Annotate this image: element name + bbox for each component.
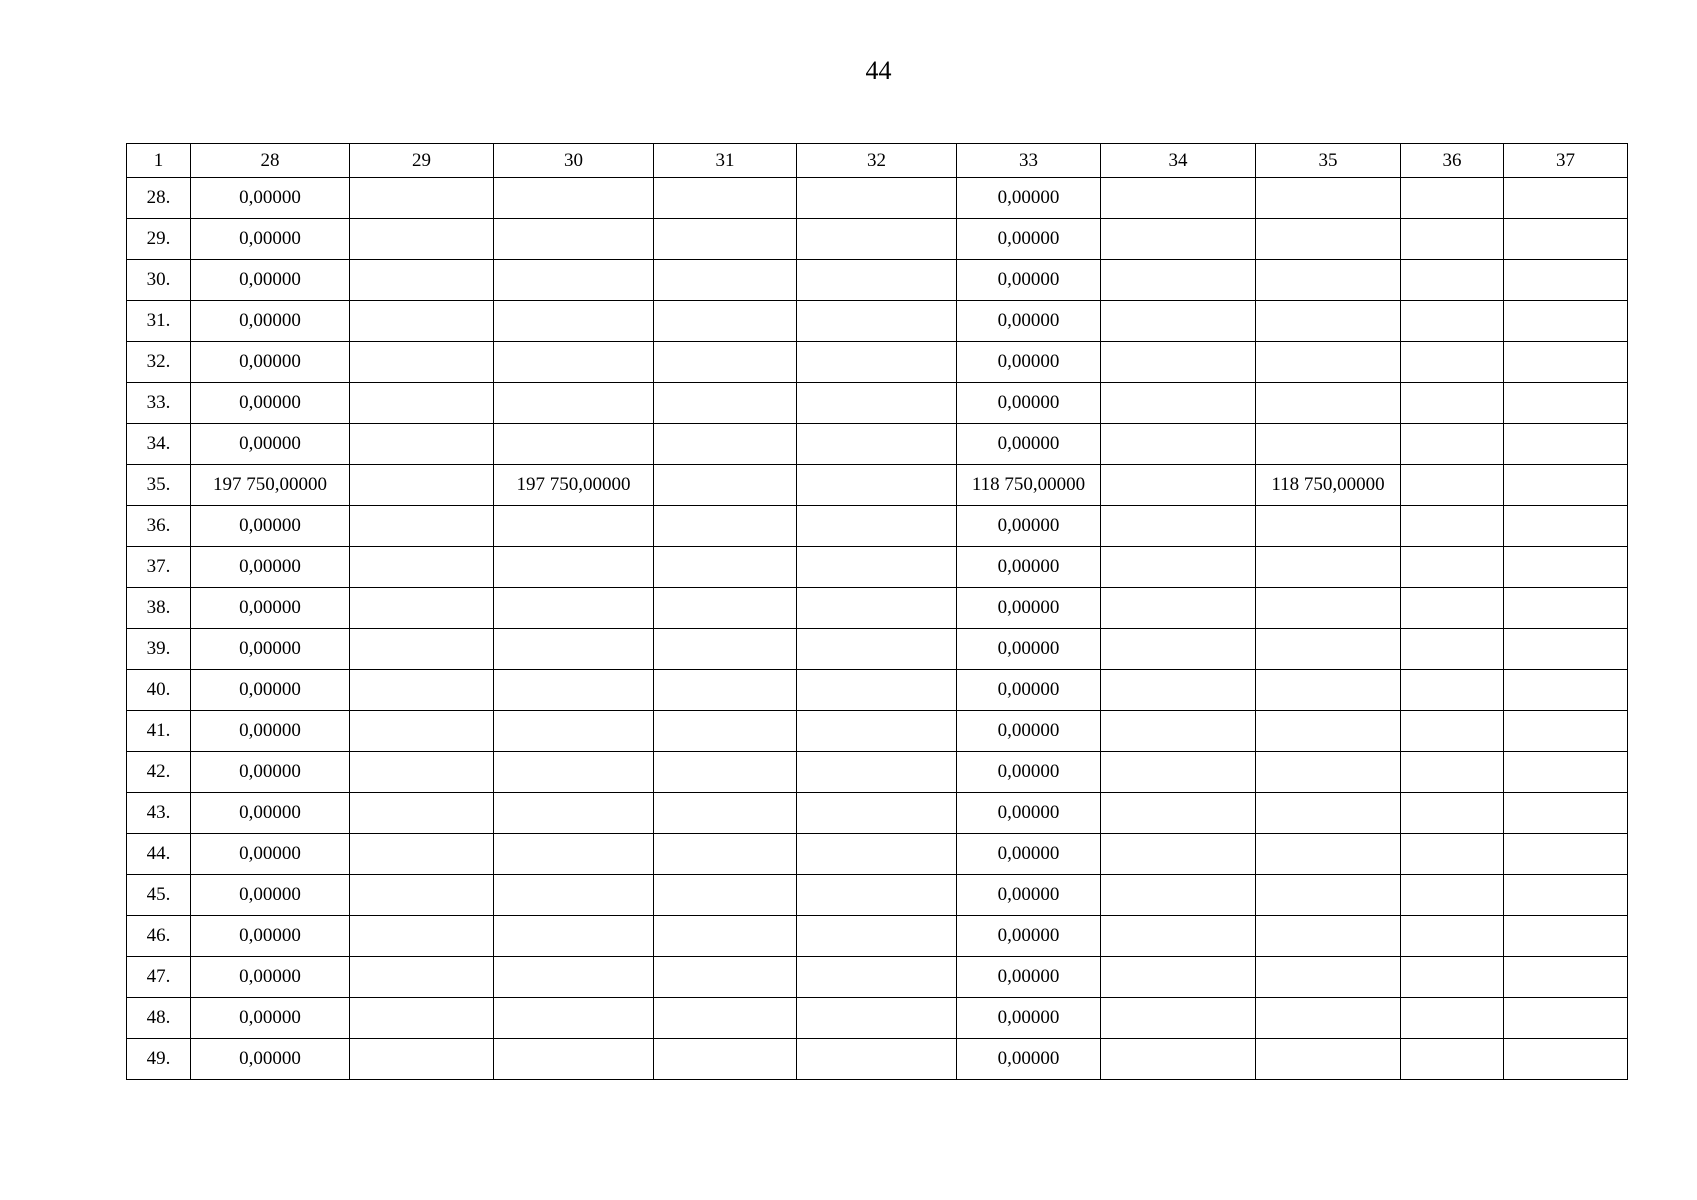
row-number-cell: 36. [127,506,191,547]
table-cell [350,178,494,219]
table-cell [1401,465,1504,506]
table-cell [494,260,654,301]
table-cell [350,875,494,916]
table-cell [1504,916,1628,957]
table-cell [350,752,494,793]
table-cell [1101,219,1256,260]
table-cell: 0,00000 [191,424,350,465]
table-cell [654,219,797,260]
table-cell [797,424,957,465]
table-cell [1504,465,1628,506]
table-cell [1256,1039,1401,1080]
table-row [127,670,1628,711]
table-cell: 0,00000 [191,1039,350,1080]
table-cell [654,383,797,424]
table-cell: 0,00000 [957,588,1101,629]
table-cell [494,588,654,629]
table-cell [1504,834,1628,875]
table-cell [1256,219,1401,260]
table-cell: 0,00000 [957,506,1101,547]
table-cell [350,957,494,998]
table-cell [797,178,957,219]
row-number-cell: 35. [127,465,191,506]
table-cell [1504,301,1628,342]
table-cell: 0,00000 [191,506,350,547]
column-header: 28 [191,144,350,178]
table-cell: 0,00000 [191,629,350,670]
table-cell [494,875,654,916]
table-cell [350,342,494,383]
table-cell [797,301,957,342]
table-cell [654,506,797,547]
table-cell [494,998,654,1039]
table-cell [350,547,494,588]
table-cell: 0,00000 [191,670,350,711]
table-cell [494,219,654,260]
table-cell [350,629,494,670]
table-cell [1401,957,1504,998]
table-cell [797,793,957,834]
table-cell [797,957,957,998]
table-cell [1101,465,1256,506]
row-number-cell: 30. [127,260,191,301]
table-cell [797,670,957,711]
table-cell [654,342,797,383]
column-header: 30 [494,144,654,178]
table-cell [1504,711,1628,752]
table-cell: 0,00000 [957,834,1101,875]
table-cell [1401,178,1504,219]
data-table [126,143,1628,1080]
table-cell [1504,629,1628,670]
table-cell [654,301,797,342]
row-number-cell: 48. [127,998,191,1039]
table-cell [1101,752,1256,793]
table-cell [350,219,494,260]
column-header: 31 [654,144,797,178]
column-header: 37 [1504,144,1628,178]
table-cell [350,1039,494,1080]
column-header: 36 [1401,144,1504,178]
table-cell [654,916,797,957]
table-cell [350,506,494,547]
table-row [127,506,1628,547]
table-cell [797,588,957,629]
table-cell: 0,00000 [191,793,350,834]
table-cell: 0,00000 [957,670,1101,711]
table-cell [797,506,957,547]
column-header: 32 [797,144,957,178]
table-cell [654,465,797,506]
table-cell [494,301,654,342]
row-number-cell: 33. [127,383,191,424]
table-cell: 0,00000 [191,957,350,998]
table-row [127,424,1628,465]
table-cell: 0,00000 [957,875,1101,916]
table-cell [654,588,797,629]
table-cell [494,506,654,547]
table-cell: 0,00000 [191,260,350,301]
table-cell: 0,00000 [957,629,1101,670]
table-body [127,144,1628,1080]
row-number-cell: 49. [127,1039,191,1080]
table-cell: 0,00000 [191,219,350,260]
row-number-cell: 38. [127,588,191,629]
table-cell [494,629,654,670]
table-cell [1256,178,1401,219]
table-cell: 0,00000 [191,875,350,916]
table-cell [797,998,957,1039]
table-cell [1401,793,1504,834]
table-cell [350,465,494,506]
table-cell: 0,00000 [191,588,350,629]
table-cell [350,301,494,342]
table-cell [494,793,654,834]
row-number-cell: 37. [127,547,191,588]
table-cell [1504,670,1628,711]
table-cell [1256,506,1401,547]
table-cell [1256,629,1401,670]
table-cell [1504,506,1628,547]
table-cell [1256,916,1401,957]
table-cell [1256,547,1401,588]
table-cell [1401,711,1504,752]
table-cell [1401,752,1504,793]
table-cell [1504,588,1628,629]
column-header: 34 [1101,144,1256,178]
table-cell [1401,629,1504,670]
table-cell: 0,00000 [191,752,350,793]
table-cell [1101,793,1256,834]
table-cell: 0,00000 [957,752,1101,793]
table-cell [654,711,797,752]
row-number-cell: 28. [127,178,191,219]
table-cell [654,875,797,916]
table-cell [797,1039,957,1080]
table-cell [654,670,797,711]
table-cell [1101,711,1256,752]
table-cell: 0,00000 [957,957,1101,998]
table-cell: 0,00000 [957,998,1101,1039]
table-cell [1101,834,1256,875]
table-cell [1401,916,1504,957]
table-cell: 0,00000 [191,383,350,424]
table-row [127,793,1628,834]
column-header: 29 [350,144,494,178]
table-cell [1504,957,1628,998]
table-cell [797,875,957,916]
table-cell: 0,00000 [957,260,1101,301]
row-number-cell: 44. [127,834,191,875]
table-header-row [127,144,1628,178]
table-cell [1256,834,1401,875]
table-cell [350,998,494,1039]
table-cell: 0,00000 [957,424,1101,465]
table-cell [797,465,957,506]
table-cell [350,588,494,629]
table-cell [654,178,797,219]
table-cell [797,219,957,260]
table-cell: 118 750,00000 [957,465,1101,506]
table-cell [1504,875,1628,916]
table-cell [797,629,957,670]
table-cell [654,1039,797,1080]
table-cell [1504,998,1628,1039]
table-row [127,260,1628,301]
table-cell: 197 750,00000 [494,465,654,506]
table-cell [1101,547,1256,588]
table-cell [654,957,797,998]
table-cell [654,834,797,875]
table-cell: 0,00000 [191,711,350,752]
table-row [127,178,1628,219]
table-cell [1401,588,1504,629]
table-cell [1101,670,1256,711]
table-cell [1504,547,1628,588]
table-cell [494,834,654,875]
table-cell [1256,875,1401,916]
table-cell [1101,875,1256,916]
table-cell [350,916,494,957]
table-cell [1101,998,1256,1039]
table-cell [494,342,654,383]
table-cell [654,424,797,465]
table-cell [1101,957,1256,998]
table-cell [1256,342,1401,383]
column-header: 33 [957,144,1101,178]
table-cell [1256,711,1401,752]
table-cell [654,629,797,670]
table-cell: 0,00000 [957,916,1101,957]
table-cell [1504,752,1628,793]
table-cell [1101,178,1256,219]
row-number-cell: 34. [127,424,191,465]
table-cell [797,834,957,875]
row-number-cell: 29. [127,219,191,260]
row-number-cell: 39. [127,629,191,670]
table-cell [1101,260,1256,301]
table-row [127,588,1628,629]
table-cell [654,998,797,1039]
table-cell: 0,00000 [957,547,1101,588]
table-cell [1256,957,1401,998]
table-cell [1504,793,1628,834]
table-cell: 0,00000 [191,547,350,588]
table-cell [350,424,494,465]
table-cell: 0,00000 [957,301,1101,342]
table-cell [1401,1039,1504,1080]
table-cell [494,547,654,588]
table-cell [1401,875,1504,916]
table-cell [797,547,957,588]
table-cell [1504,178,1628,219]
table-cell [494,670,654,711]
table-cell [797,916,957,957]
table-row [127,998,1628,1039]
table-cell [1401,547,1504,588]
table-cell [494,178,654,219]
table-cell [1401,424,1504,465]
row-number-cell: 32. [127,342,191,383]
table-row [127,916,1628,957]
table-cell [1401,219,1504,260]
table-cell [1504,342,1628,383]
table-cell [1256,260,1401,301]
table-cell: 118 750,00000 [1256,465,1401,506]
table-cell [1256,424,1401,465]
column-header: 1 [127,144,191,178]
table-cell [494,1039,654,1080]
table-cell [1101,506,1256,547]
table-cell: 0,00000 [191,998,350,1039]
table-cell [350,383,494,424]
table-cell: 0,00000 [191,916,350,957]
table-cell [1101,383,1256,424]
table-cell [797,711,957,752]
row-number-cell: 40. [127,670,191,711]
table-cell [1401,342,1504,383]
table-row [127,957,1628,998]
table-cell [1401,670,1504,711]
table-cell: 0,00000 [957,793,1101,834]
table-cell [1401,260,1504,301]
table-row [127,629,1628,670]
table-row [127,342,1628,383]
table-cell [1256,793,1401,834]
column-header: 35 [1256,144,1401,178]
table-cell [1401,998,1504,1039]
table-cell [1256,301,1401,342]
table-cell [494,752,654,793]
table-cell [1504,260,1628,301]
table-row [127,1039,1628,1080]
page-number: 44 [865,56,892,85]
table-cell [1101,301,1256,342]
table-cell [494,424,654,465]
table-cell [654,793,797,834]
table-cell [350,793,494,834]
row-number-cell: 43. [127,793,191,834]
table-row [127,834,1628,875]
table-cell: 0,00000 [191,342,350,383]
table-row [127,875,1628,916]
table-cell [1401,301,1504,342]
table-cell [1101,629,1256,670]
table-cell [1504,424,1628,465]
table-row [127,301,1628,342]
row-number-cell: 31. [127,301,191,342]
table-cell: 0,00000 [957,219,1101,260]
row-number-cell: 41. [127,711,191,752]
table-cell [654,752,797,793]
table-cell [350,834,494,875]
row-number-cell: 42. [127,752,191,793]
table-cell [1256,383,1401,424]
table-row [127,711,1628,752]
table-cell: 0,00000 [957,342,1101,383]
table-cell [1256,588,1401,629]
row-number-cell: 46. [127,916,191,957]
table-row [127,383,1628,424]
table-row [127,465,1628,506]
table-cell [1504,219,1628,260]
table-cell [654,260,797,301]
table-cell: 0,00000 [191,834,350,875]
table-cell: 0,00000 [957,178,1101,219]
table-cell [1504,1039,1628,1080]
table-cell [350,711,494,752]
table-cell [797,342,957,383]
table-cell [797,260,957,301]
table-cell [1504,383,1628,424]
table-cell: 0,00000 [191,178,350,219]
table-row [127,219,1628,260]
table-cell [1101,1039,1256,1080]
row-number-cell: 47. [127,957,191,998]
table-cell [1401,506,1504,547]
table-cell [797,752,957,793]
table-cell [1256,998,1401,1039]
table-row [127,547,1628,588]
table-cell: 0,00000 [957,711,1101,752]
table-cell [1101,588,1256,629]
table-cell [1256,752,1401,793]
table-cell [1401,834,1504,875]
table-cell [1101,424,1256,465]
table-cell [1401,383,1504,424]
table-cell [1101,342,1256,383]
table-cell: 197 750,00000 [191,465,350,506]
row-number-cell: 45. [127,875,191,916]
table-cell [494,383,654,424]
table-cell [350,260,494,301]
table-cell [494,916,654,957]
table-cell [1256,670,1401,711]
table-cell [494,711,654,752]
table-cell [1101,916,1256,957]
table-cell: 0,00000 [957,1039,1101,1080]
table-cell: 0,00000 [957,383,1101,424]
table-cell: 0,00000 [191,301,350,342]
table-cell [797,383,957,424]
table-row [127,752,1628,793]
table-cell [494,957,654,998]
table-cell [654,547,797,588]
table-cell [350,670,494,711]
